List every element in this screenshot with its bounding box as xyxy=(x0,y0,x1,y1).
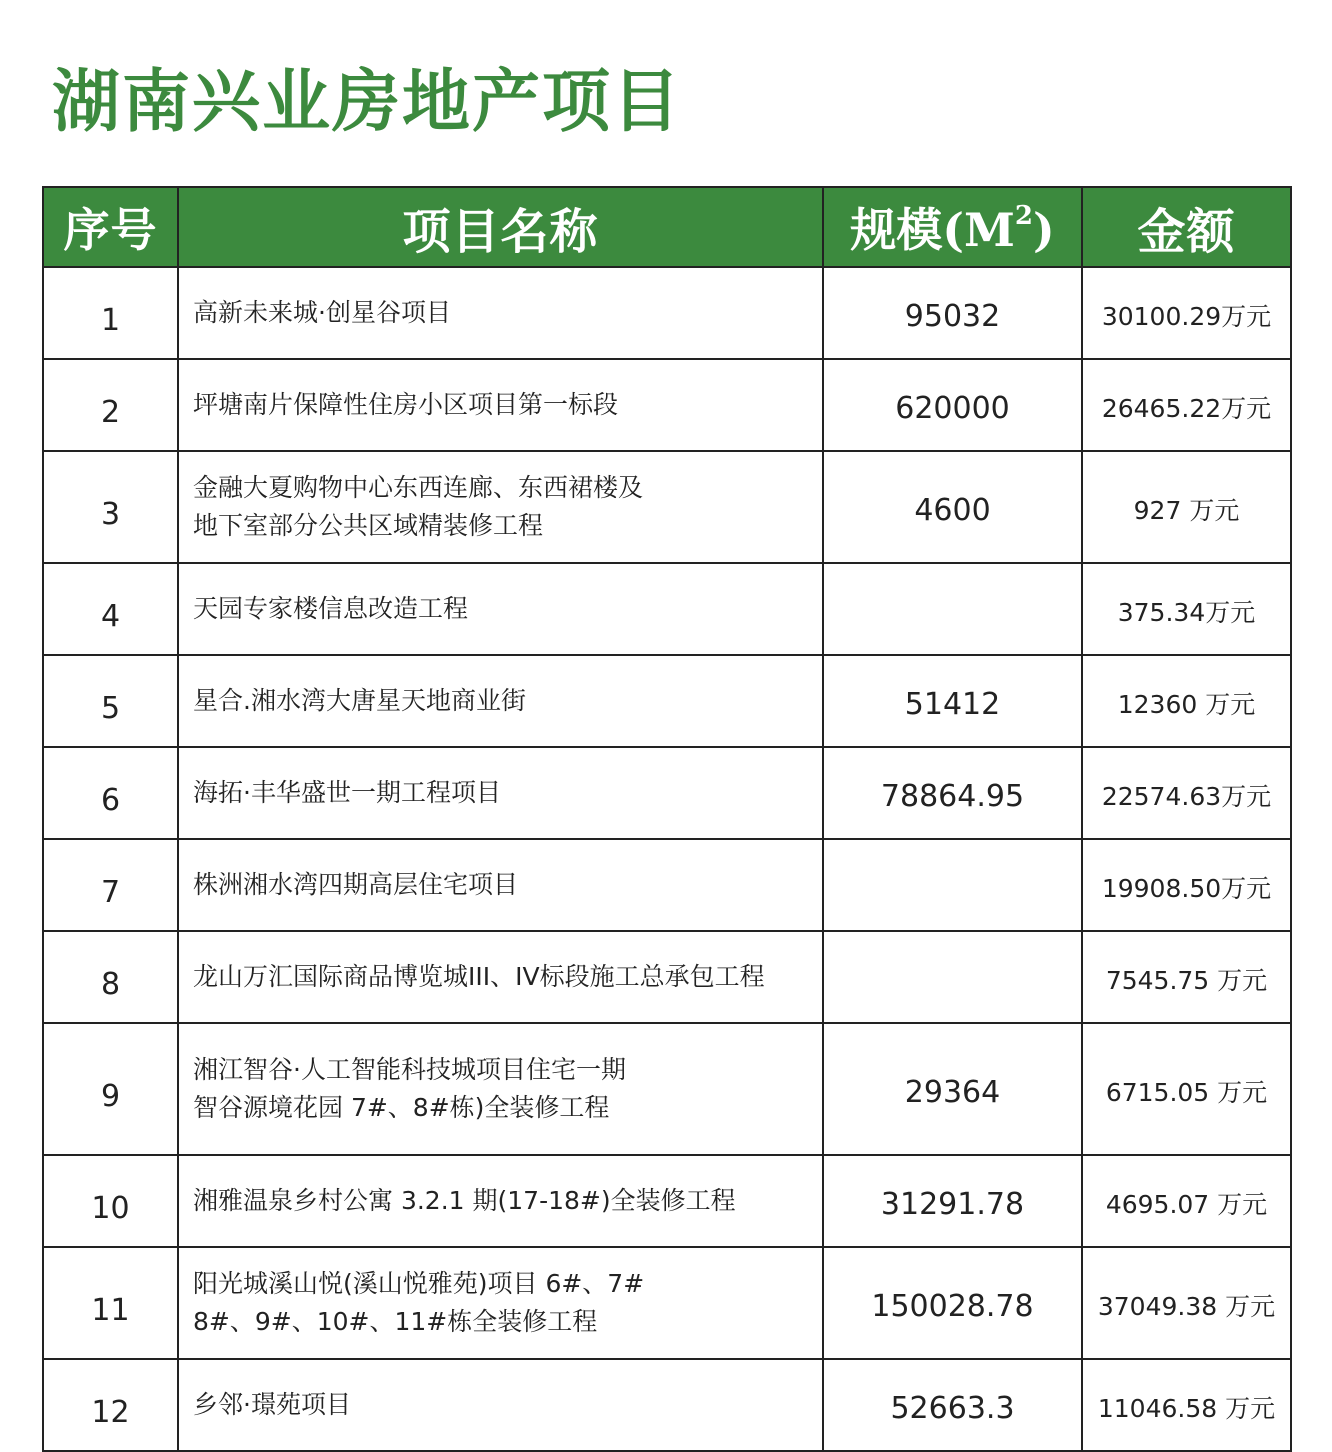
page-title: 湖南兴业房地产项目 xyxy=(52,62,683,142)
cell-amount: 37049.38 万元 xyxy=(1082,1247,1291,1359)
cell-scale: 51412 xyxy=(823,655,1082,747)
table-row xyxy=(43,563,1291,655)
project-name-line: 高新未来城·创星谷项目 xyxy=(193,298,451,327)
cell-seq: 5 xyxy=(43,655,178,747)
cell-seq: 4 xyxy=(43,563,178,655)
project-name-line: 湘雅温泉乡村公寓 3.2.1 期(17-18#)全装修工程 xyxy=(193,1186,736,1215)
cell-project-name xyxy=(178,1023,823,1155)
cell-scale: 4600 xyxy=(823,451,1082,563)
header-scale-sup: 2 xyxy=(1014,201,1033,231)
cell-seq: 8 xyxy=(43,931,178,1023)
cell-seq: 2 xyxy=(43,359,178,451)
project-name-line: 阳光城溪山悦(溪山悦雅苑)项目 6#、7# xyxy=(193,1269,645,1298)
table-row xyxy=(43,1023,1291,1155)
cell-project-name xyxy=(178,1247,823,1359)
table-row xyxy=(43,451,1291,563)
header-scale-close: ) xyxy=(1033,203,1055,257)
table-row xyxy=(43,1155,1291,1247)
table-body xyxy=(43,267,1291,1451)
cell-project-name xyxy=(178,747,823,839)
project-name-line: 金融大夏购物中心东西连廊、东西裙楼及 xyxy=(193,473,644,502)
header-scale xyxy=(823,187,1082,267)
project-name-line: 株洲湘水湾四期高层住宅项目 xyxy=(193,870,519,899)
cell-scale: 52663.3 xyxy=(823,1359,1082,1451)
cell-amount: 6715.05 万元 xyxy=(1082,1023,1291,1155)
cell-project-name xyxy=(178,359,823,451)
cell-amount: 11046.58 万元 xyxy=(1082,1359,1291,1451)
header-seq: 序号 xyxy=(43,187,178,267)
cell-amount: 12360 万元 xyxy=(1082,655,1291,747)
cell-seq: 12 xyxy=(43,1359,178,1451)
cell-seq: 3 xyxy=(43,451,178,563)
project-name-line: 乡邻·璟苑项目 xyxy=(193,1390,351,1419)
cell-amount: 7545.75 万元 xyxy=(1082,931,1291,1023)
project-name-line: 海拓·丰华盛世一期工程项目 xyxy=(193,778,501,807)
cell-seq: 6 xyxy=(43,747,178,839)
cell-project-name xyxy=(178,451,823,563)
project-name-line: 8#、9#、10#、11#栋全装修工程 xyxy=(193,1307,598,1336)
table-row xyxy=(43,931,1291,1023)
project-name-line: 地下室部分公共区域精装修工程 xyxy=(193,511,544,540)
cell-amount: 22574.63万元 xyxy=(1082,747,1291,839)
cell-scale: 78864.95 xyxy=(823,747,1082,839)
cell-amount: 4695.07 万元 xyxy=(1082,1155,1291,1247)
cell-project-name xyxy=(178,839,823,931)
project-name-line: 智谷源境花园 7#、8#栋)全装修工程 xyxy=(193,1093,610,1122)
cell-scale: 95032 xyxy=(823,267,1082,359)
project-name-line: 龙山万汇国际商品博览城III、IV标段施工总承包工程 xyxy=(193,962,765,991)
cell-amount: 30100.29万元 xyxy=(1082,267,1291,359)
table-row xyxy=(43,747,1291,839)
table-row xyxy=(43,359,1291,451)
table-row xyxy=(43,655,1291,747)
cell-scale: 150028.78 xyxy=(823,1247,1082,1359)
cell-amount: 19908.50万元 xyxy=(1082,839,1291,931)
cell-project-name xyxy=(178,267,823,359)
cell-seq: 10 xyxy=(43,1155,178,1247)
table-row xyxy=(43,1359,1291,1451)
cell-amount: 375.34万元 xyxy=(1082,563,1291,655)
table-row xyxy=(43,839,1291,931)
table-row xyxy=(43,267,1291,359)
header-name: 项目名称 xyxy=(178,187,823,267)
project-name-line: 天园专家楼信息改造工程 xyxy=(193,594,469,623)
cell-project-name xyxy=(178,1155,823,1247)
cell-seq: 7 xyxy=(43,839,178,931)
cell-project-name xyxy=(178,1359,823,1451)
project-name-line: 湘江智谷·人工智能科技城项目住宅一期 xyxy=(193,1055,626,1084)
cell-amount: 927 万元 xyxy=(1082,451,1291,563)
header-scale-label: 规模(M xyxy=(850,203,1015,257)
cell-scale xyxy=(823,563,1082,655)
cell-seq: 1 xyxy=(43,267,178,359)
cell-scale xyxy=(823,839,1082,931)
cell-scale: 31291.78 xyxy=(823,1155,1082,1247)
cell-amount: 26465.22万元 xyxy=(1082,359,1291,451)
cell-scale: 29364 xyxy=(823,1023,1082,1155)
cell-project-name xyxy=(178,931,823,1023)
header-amount: 金额 xyxy=(1082,187,1291,267)
cell-scale: 620000 xyxy=(823,359,1082,451)
project-name-line: 坪塘南片保障性住房小区项目第一标段 xyxy=(193,390,619,419)
cell-seq: 11 xyxy=(43,1247,178,1359)
cell-project-name xyxy=(178,563,823,655)
table-header-row xyxy=(43,187,1291,267)
table-row xyxy=(43,1247,1291,1359)
projects-table xyxy=(42,186,1292,1452)
project-name-line: 星合.湘水湾大唐星天地商业街 xyxy=(193,686,526,715)
cell-seq: 9 xyxy=(43,1023,178,1155)
cell-project-name xyxy=(178,655,823,747)
cell-scale xyxy=(823,931,1082,1023)
